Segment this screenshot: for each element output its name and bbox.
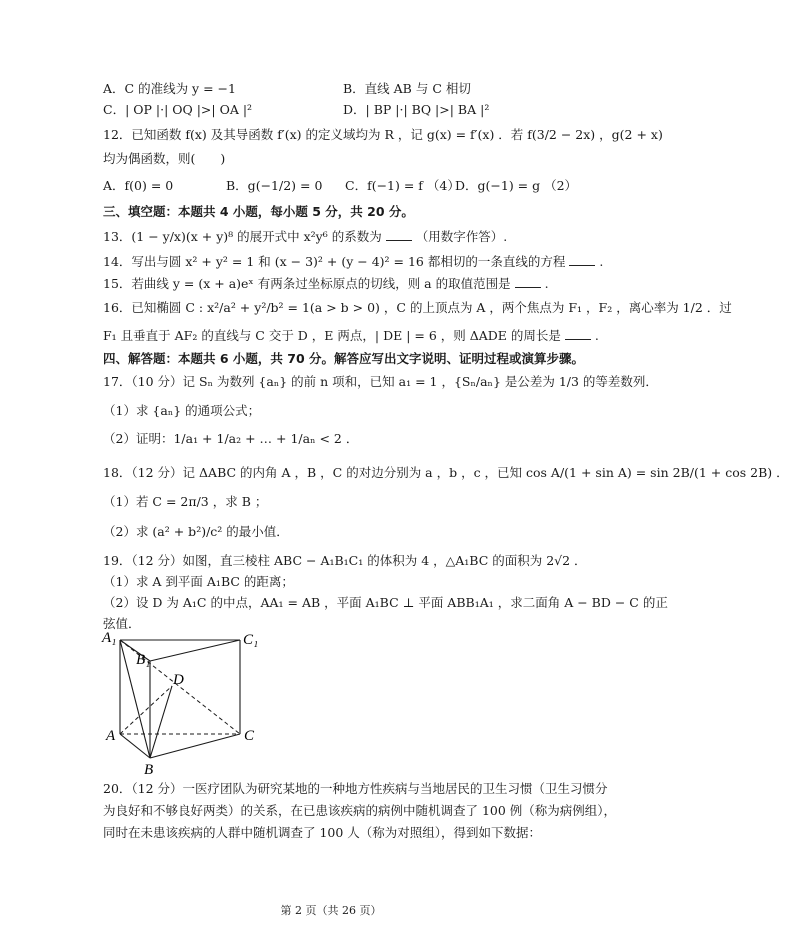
q16-line2-text: F₁ 且垂直于 AF₂ 的直线与 C 交于 D ，E 两点，| DE | = 6 ，则 ΔADE 的周长是 (103, 328, 561, 343)
q11-option-c: C．| OP |·| OQ |>| OA |² (103, 102, 253, 117)
q19-stem: 19．（12 分）如图，直三棱柱 ABC − A₁B₁C₁ 的体积为 4 ，△A₁BC 的面积为 2√2 ． (103, 553, 587, 568)
edge-a-b (120, 734, 150, 758)
q18-part2: （2）求 (a² + b²)/c² 的最小值． (103, 524, 289, 539)
q14 (103, 253, 603, 271)
q16-line1: 16．已知椭圆 C : x²/a² + y²/b² = 1(a > b > 0) ，C 的上顶点为 A ，两个焦点为 F₁ ，F₂ ，离心率为 1/2 ．过 (103, 300, 732, 315)
q19-part1: （1）求 A 到平面 A₁BC 的距离； (103, 574, 294, 589)
q13 (103, 228, 507, 246)
q16-answer-blank (565, 327, 591, 340)
q13-answer-blank (386, 228, 412, 241)
label-a: A (106, 728, 116, 744)
q15 (103, 275, 549, 293)
segment-d-b (150, 686, 172, 758)
label-b: B (144, 762, 154, 778)
q15-suffix: . (544, 276, 549, 291)
label-a1: A₁ (102, 630, 117, 646)
q11-option-d: D．| BP |·| BQ |>| BA |² (343, 102, 490, 117)
section-4-heading: 四、解答题：本题共 6 小题，共 70 分。解答应写出文字说明、证明过程或演算步骤。 (103, 351, 585, 366)
q19-part2-line2: 弦值． (103, 616, 141, 631)
q14-answer-blank (569, 253, 595, 266)
q12-option-a: A．f(0) = 0 (103, 178, 174, 193)
edge-b1-c1 (150, 640, 240, 661)
label-c1: C₁ (243, 632, 259, 648)
q12-stem-line2: 均为偶函数，则( ) (103, 151, 226, 166)
q17-part1: （1）求 {aₙ} 的通项公式； (103, 403, 261, 418)
q18-part1: （1）若 C = 2π/3 ，求 B ； (103, 494, 268, 509)
q12-stem-line1: 12．已知函数 f(x) 及其导函数 f′(x) 的定义域均为 R ，记 g(x) = f′(x) ．若 f(3/2 − 2x) ，g(2 + x) (103, 127, 663, 142)
q15-answer-blank (515, 275, 541, 288)
edge-b-c (150, 734, 240, 758)
label-b1: B₁ (136, 652, 151, 668)
q13-suffix: （用数字作答）. (415, 229, 508, 244)
q12-option-d: D．g(−1) = g （2） (455, 178, 578, 193)
q12-option-b: B．g(−1/2) = 0 (226, 178, 323, 193)
q17-part2: （2）证明：1/a₁ + 1/a₂ + … + 1/aₙ < 2 ． (103, 431, 359, 446)
q20-line2: 为良好和不够良好两类）的关系，在已患该疾病的病例中随机调查了 100 例（称为病例组）， (103, 803, 617, 818)
q16-suffix: . (594, 328, 599, 343)
q11-option-b: B．直线 AB 与 C 相切 (343, 81, 471, 96)
q18-stem: 18．（12 分）记 ΔABC 的内角 A ，B ，C 的对边分别为 a ，b ，c ，已知 cos A/(1 + sin A) = sin 2B/(1 + cos 2B) ． (103, 465, 789, 480)
q16-line2 (103, 327, 599, 345)
q13-text: 13．(1 − y/x)(x + y)⁸ 的展开式中 x²y⁶ 的系数为 (103, 229, 382, 244)
label-c: C (244, 728, 255, 744)
prism-figure (100, 628, 260, 778)
section-3-heading: 三、填空题：本题共 4 小题，每小题 5 分，共 20 分。 (103, 204, 414, 219)
q12-option-c: C．f(−1) = f （4） (345, 178, 460, 193)
q19-part2-line1: （2）设 D 为 A₁C 的中点，AA₁ = AB ，平面 A₁BC ⊥ 平面 ABB₁A₁ ，求二面角 A − BD − C 的正 (103, 595, 668, 610)
q17-stem: 17．（10 分）记 Sₙ 为数列 {aₙ} 的前 n 项和，已知 a₁ = 1 ，{Sₙ/aₙ} 是公差为 1/3 的等差数列． (103, 374, 658, 389)
q20-line3: 同时在未患该疾病的人群中随机调查了 100 人（称为对照组），得到如下数据： (103, 825, 542, 840)
q14-text: 14．写出与圆 x² + y² = 1 和 (x − 3)² + (y − 4)² = 16 都相切的一条直线的方程 (103, 254, 566, 269)
q15-text: 15．若曲线 y = (x + a)eˣ 有两条过坐标原点的切线，则 a 的取值范围是 (103, 276, 511, 291)
q14-suffix: . (599, 254, 604, 269)
label-d: D (173, 672, 184, 688)
q20-line1: 20．（12 分）一医疗团队为研究某地的一种地方性疾病与当地居民的卫生习惯（卫生习惯分 (103, 781, 608, 796)
page-footer: 第 2 页（共 26 页） (280, 904, 382, 917)
q11-option-a: A．C 的准线为 y = −1 (103, 81, 236, 96)
